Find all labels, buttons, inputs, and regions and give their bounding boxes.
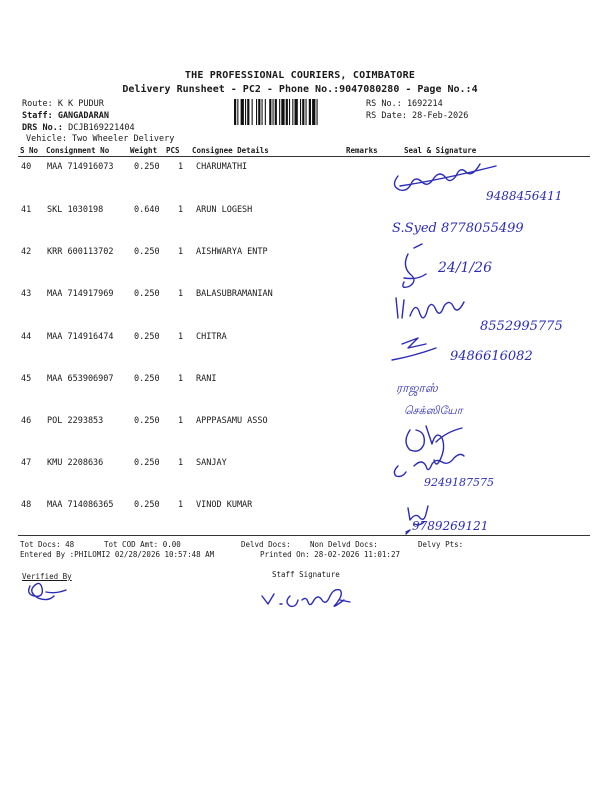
barcode-bar [269, 99, 271, 125]
barcode-bar [312, 99, 315, 125]
row-consignment: KRR 600113702 [47, 247, 114, 257]
row-consignment: KMU 2208636 [47, 458, 104, 468]
col-remarks: Remarks [346, 146, 378, 155]
footer-divider [18, 535, 590, 536]
phone-row-43: 8552995775 [480, 319, 563, 334]
col-weight: Weight [130, 146, 158, 155]
barcode-bar [302, 99, 304, 125]
row-pcs: 1 [178, 458, 184, 468]
col-seal: Seal & Signature [404, 146, 477, 155]
table-row [0, 247, 600, 287]
verified-by-label: Verified By [22, 572, 72, 581]
table-row [0, 458, 600, 498]
col-sno: S No [20, 146, 39, 155]
row-weight: 0.250 [134, 458, 160, 468]
barcode-bar [292, 99, 293, 125]
row-consignment: MAA 714917969 [47, 289, 114, 299]
row-weight: 0.250 [134, 332, 160, 342]
barcode-bar [295, 99, 298, 125]
col-consignee: Consignee Details [192, 146, 269, 155]
tot-docs: Tot Docs: 48 [20, 540, 75, 549]
barcode-bar [247, 99, 249, 125]
barcode-bar [241, 99, 244, 125]
row-pcs: 1 [178, 416, 184, 426]
delvd-docs: Delvd Docs: [241, 540, 291, 549]
barcode-bar [275, 99, 277, 125]
col-pcs: PCS [166, 146, 180, 155]
row-weight: 0.250 [134, 247, 160, 257]
verified-signature [29, 583, 66, 599]
drs-number [22, 123, 135, 133]
row-consignee: RANI [196, 374, 217, 384]
barcode [234, 99, 362, 125]
row-consignee: ARUN LOGESH [196, 205, 253, 215]
tot-cod: Tot COD Amt: 0.00 [104, 540, 181, 549]
staff: Staff: GANGADARAN [22, 111, 109, 121]
row-sno: 41 [21, 205, 32, 215]
col-consignment: Consignment No [46, 146, 110, 155]
barcode-bar [289, 99, 290, 125]
phone-row-44: 9486616082 [450, 349, 533, 364]
barcode-bar [256, 99, 257, 125]
date-row-42: 24/1/26 [438, 260, 492, 276]
row-weight: 0.250 [134, 500, 160, 510]
table-row [0, 374, 600, 414]
row-consignee: CHARUMATHI [196, 162, 248, 172]
phone-row-41: S.Syed 8778055499 [392, 221, 524, 236]
barcode-bar [237, 99, 238, 125]
row-sno: 48 [21, 500, 32, 510]
tamil-sign-row-45b: செக்ஸியோ [404, 404, 463, 417]
barcode-bar [286, 99, 288, 125]
row-pcs: 1 [178, 162, 184, 172]
phone-row-47: 9249187575 [424, 476, 494, 489]
row-sno: 45 [21, 374, 32, 384]
table-row [0, 332, 600, 372]
barcode-bar [245, 99, 246, 125]
row-consignment: SKL 1030198 [47, 205, 104, 215]
header-divider [18, 156, 590, 157]
entered-by: Entered By :PHILOMI2 02/28/2026 10:57:48 AM [20, 550, 215, 559]
barcode-bar [234, 99, 236, 125]
barcode-bar [252, 99, 253, 125]
row-sno: 47 [21, 458, 32, 468]
row-consignment: POL 2293853 [47, 416, 104, 426]
company-title: THE PROFESSIONAL COURIERS, COIMBATORE [184, 70, 416, 81]
barcode-bar [309, 99, 311, 125]
row-consignee: AISHWARYA ENTP [196, 247, 268, 257]
delvy-pts: Delvy Pts: [418, 540, 464, 549]
row-pcs: 1 [178, 374, 184, 384]
non-delvd-docs: Non Delvd Docs: [310, 540, 378, 549]
row-weight: 0.250 [134, 416, 160, 426]
row-consignee: VINOD KUMAR [196, 500, 253, 510]
row-consignment: MAA 653906907 [47, 374, 114, 384]
table-row [0, 500, 600, 540]
row-sno: 43 [21, 289, 32, 299]
vehicle: Vehicle: Two Wheeler Delivery [26, 134, 175, 144]
phone-row-48: 9789269121 [412, 519, 489, 533]
table-row [0, 289, 600, 329]
staff-signature-label: Staff Signature [272, 570, 340, 579]
printed-on: Printed On: 28-02-2026 11:01:27 [260, 550, 400, 559]
drs-value: DCJB169221404 [68, 123, 135, 133]
row-consignee: APPPASAMU ASSO [196, 416, 268, 426]
drs-label: DRS No.: [22, 123, 63, 133]
row-weight: 0.640 [134, 205, 160, 215]
row-sno: 42 [21, 247, 32, 257]
runsheet-subtitle: Delivery Runsheet - PC2 - Phone No.:9047080280 - Page No.:4 [122, 84, 478, 95]
row-pcs: 1 [178, 205, 184, 215]
row-consignee: CHITRA [196, 332, 227, 342]
row-consignee: SANJAY [196, 458, 227, 468]
row-consignment: MAA 714086365 [47, 500, 114, 510]
barcode-bar [258, 99, 260, 125]
row-weight: 0.250 [134, 289, 160, 299]
rs-date: RS Date: 28-Feb-2026 [366, 111, 469, 121]
row-consignee: BALASUBRAMANIAN [196, 289, 273, 299]
rs-number: RS No.: 1692214 [366, 99, 443, 109]
row-sno: 44 [21, 332, 32, 342]
phone-row-40: 9488456411 [486, 189, 563, 203]
row-pcs: 1 [178, 247, 184, 257]
row-consignment: MAA 714916073 [47, 162, 114, 172]
row-consignment: MAA 714916474 [47, 332, 114, 342]
row-sno: 40 [21, 162, 32, 172]
tamil-sign-row-45: ராஜாஸ் [396, 381, 438, 395]
row-pcs: 1 [178, 332, 184, 342]
barcode-bar [306, 99, 307, 125]
table-row [0, 205, 600, 245]
row-weight: 0.250 [134, 162, 160, 172]
barcode-bar [265, 99, 266, 125]
table-row [0, 416, 600, 456]
barcode-bar [317, 99, 318, 125]
table-row [0, 162, 600, 202]
route: Route: K K PUDUR [22, 99, 104, 109]
row-sno: 46 [21, 416, 32, 426]
barcode-bar [262, 99, 263, 125]
barcode-bar [300, 99, 301, 125]
barcode-bar [281, 99, 284, 125]
barcode-bar [273, 99, 274, 125]
staff-signature [262, 590, 350, 607]
row-weight: 0.250 [134, 374, 160, 384]
row-pcs: 1 [178, 289, 184, 299]
row-pcs: 1 [178, 500, 184, 510]
barcode-bar [279, 99, 280, 125]
